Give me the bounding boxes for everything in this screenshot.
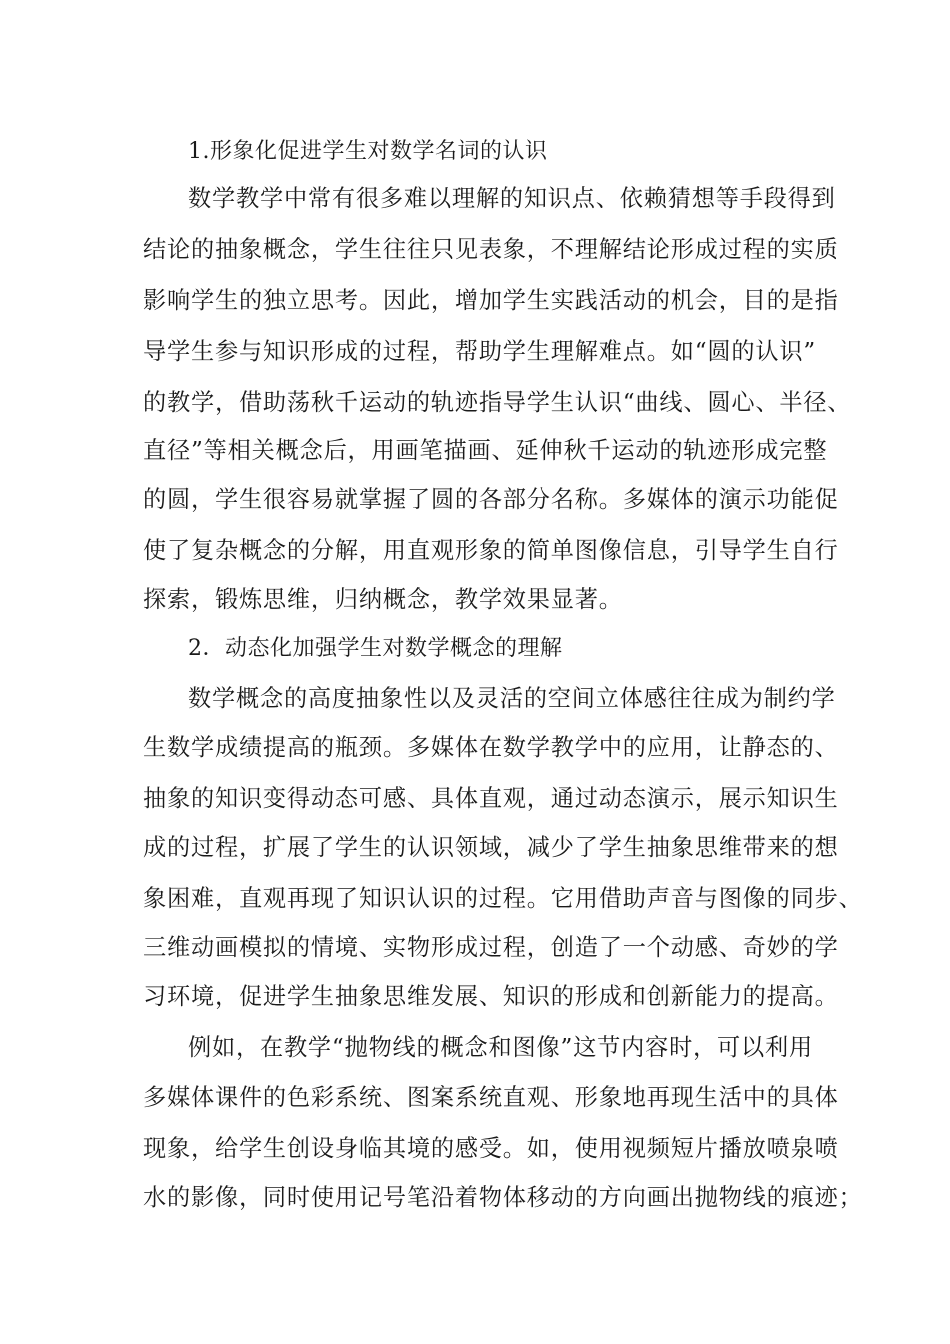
section-heading-2: 2．动态化加强学生对数学概念的理解 bbox=[188, 636, 563, 661]
paragraph-line: 结论的抽象概念，学生往往只见表象，不理解结论形成过程的实质 bbox=[143, 236, 839, 263]
paragraph-line: 水的影像，同时使用记号笔沿着物体移动的方向画出抛物线的痕迹； bbox=[143, 1184, 863, 1211]
paragraph-line: 生数学成绩提高的瓶颈。多媒体在数学教学中的应用，让静态的、 bbox=[143, 734, 839, 761]
paragraph-line: 数学教学中常有很多难以理解的知识点、依赖猜想等手段得到 bbox=[188, 185, 836, 212]
paragraph-line: 的圆，学生很容易就掌握了圆的各部分名称。多媒体的演示功能促 bbox=[143, 486, 839, 513]
paragraph-line: 成的过程，扩展了学生的认识领域，减少了学生抽象思维带来的想 bbox=[143, 834, 839, 861]
paragraph-line: 例如，在教学“抛物线的概念和图像”这节内容时，可以利用 bbox=[188, 1034, 813, 1061]
paragraph-line: 导学生参与知识形成的过程，帮助学生理解难点。如“圆的认识” bbox=[143, 338, 816, 365]
paragraph-line: 习环境，促进学生抽象思维发展、知识的形成和创新能力的提高。 bbox=[143, 983, 839, 1010]
paragraph-line: 数学概念的高度抽象性以及灵活的空间立体感往往成为制约学 bbox=[188, 685, 836, 712]
paragraph-line: 现象，给学生创设身临其境的感受。如，使用视频短片播放喷泉喷 bbox=[143, 1135, 839, 1162]
paragraph-line: 使了复杂概念的分解，用直观形象的简单图像信息，引导学生自行 bbox=[143, 537, 839, 564]
paragraph-line: 探索，锻炼思维，归纳概念，教学效果显著。 bbox=[143, 586, 623, 613]
paragraph-line: 象困难，直观再现了知识认识的过程。它用借助声音与图像的同步、 bbox=[143, 885, 863, 912]
paragraph-line: 的教学，借助荡秋千运动的轨迹指导学生认识“曲线、圆心、半径、 bbox=[143, 389, 852, 416]
paragraph-line: 影响学生的独立思考。因此，增加学生实践活动的机会，目的是指 bbox=[143, 287, 839, 314]
paragraph-line: 多媒体课件的色彩系统、图案系统直观、形象地再现生活中的具体 bbox=[143, 1084, 839, 1111]
paragraph-line: 抽象的知识变得动态可感、具体直观，通过动态演示，展示知识生 bbox=[143, 785, 839, 812]
paragraph-line: 直径”等相关概念后，用画笔描画、延伸秋千运动的轨迹形成完整 bbox=[143, 437, 828, 464]
paragraph-line: 三维动画模拟的情境、实物形成过程，创造了一个动感、奇妙的学 bbox=[143, 934, 839, 961]
section-heading-1: 1.形象化促进学生对数学名词的认识 bbox=[188, 139, 548, 164]
